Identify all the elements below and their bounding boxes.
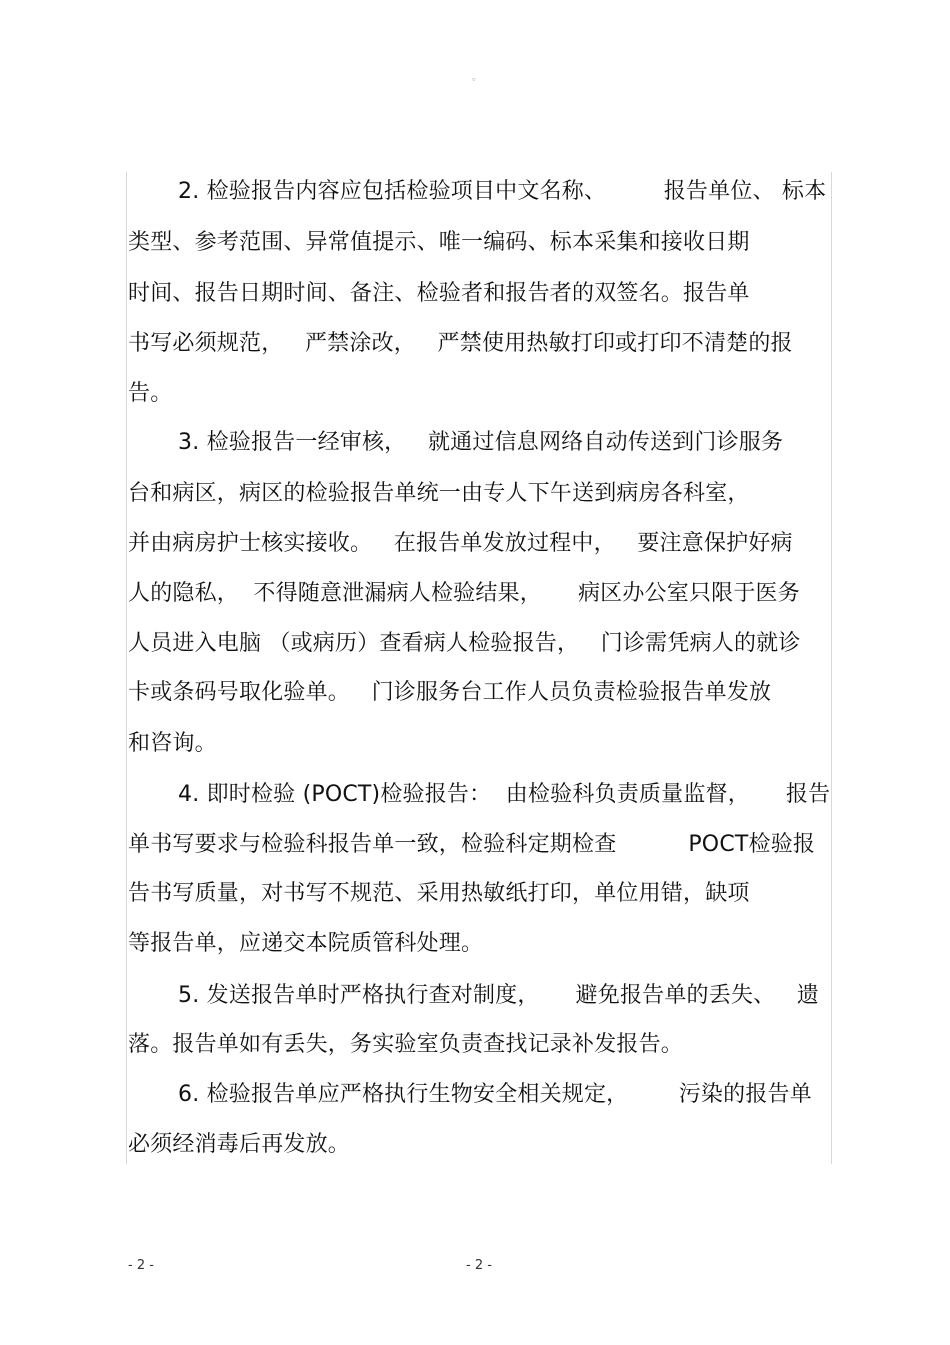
paragraph-2-line-3: 时间、报告日期时间、备注、检验者和报告者的双签名。报告单 [128, 281, 750, 306]
paragraph-4-line-1: 4. 即时检验 (POCT)检验报告： 由检验科负责质量监督， 报告 [178, 782, 831, 807]
paragraph-3-line-5: 人员进入电脑 （或病历）查看病人检验报告， 门诊需凭病人的就诊 [128, 631, 801, 656]
paragraph-3-line-4: 人的隐私， 不得随意泄漏病人检验结果， 病区办公室只限于医务 [128, 581, 800, 606]
page-number-left: - 2 - [128, 1258, 154, 1273]
content-frame [126, 172, 832, 1164]
page-number-center: - 2 - [466, 1258, 492, 1273]
paragraph-2-line-5: 告。 [128, 381, 173, 406]
paragraph-5-line-2: 落。报告单如有丢失，务实验室负责查找记录补发报告。 [128, 1032, 684, 1057]
paragraph-3-line-1: 3. 检验报告一经审核， 就通过信息网络自动传送到门诊服务 [178, 430, 784, 455]
paragraph-5-line-1: 5. 发送报告单时严格执行查对制度， 避免报告单的丢失、 遗 [178, 983, 820, 1008]
paragraph-4-line-4: 等报告单，应递交本院质管科处理。 [128, 931, 484, 956]
paragraph-2-line-2: 类型、参考范围、异常值提示、唯一编码、标本采集和接收日期 [128, 230, 750, 255]
paragraph-4-line-3: 告书写质量，对书写不规范、采用热敏纸打印，单位用错，缺项 [128, 881, 750, 906]
paragraph-3-line-7: 和咨询。 [128, 731, 217, 756]
paragraph-3-line-3: 并由病房护士核实接收。 在报告单发放过程中， 要注意保护好病 [128, 531, 793, 556]
paragraph-2-line-1: 2. 检验报告内容应包括检验项目中文名称、 报告单位、 标本 [178, 179, 827, 204]
paragraph-3-line-2: 台和病区，病区的检验报告单统一由专人下午送到病房各科室， [128, 481, 750, 506]
paragraph-4-line-2: 单书写要求与检验科报告单一致，检验科定期检查 POCT检验报 [128, 832, 816, 857]
paragraph-3-line-6: 卡或条码号取化验单。 门诊服务台工作人员负责检验报告单发放 [128, 680, 772, 705]
top-mark: 。 [472, 72, 482, 83]
paragraph-2-line-4: 书写必须规范， 严禁涂改， 严禁使用热敏打印或打印不清楚的报 [128, 331, 793, 356]
paragraph-6-line-1: 6. 检验报告单应严格执行生物安全相关规定， 污染的报告单 [178, 1082, 812, 1107]
paragraph-6-line-2: 必须经消毒后再发放。 [128, 1132, 351, 1157]
